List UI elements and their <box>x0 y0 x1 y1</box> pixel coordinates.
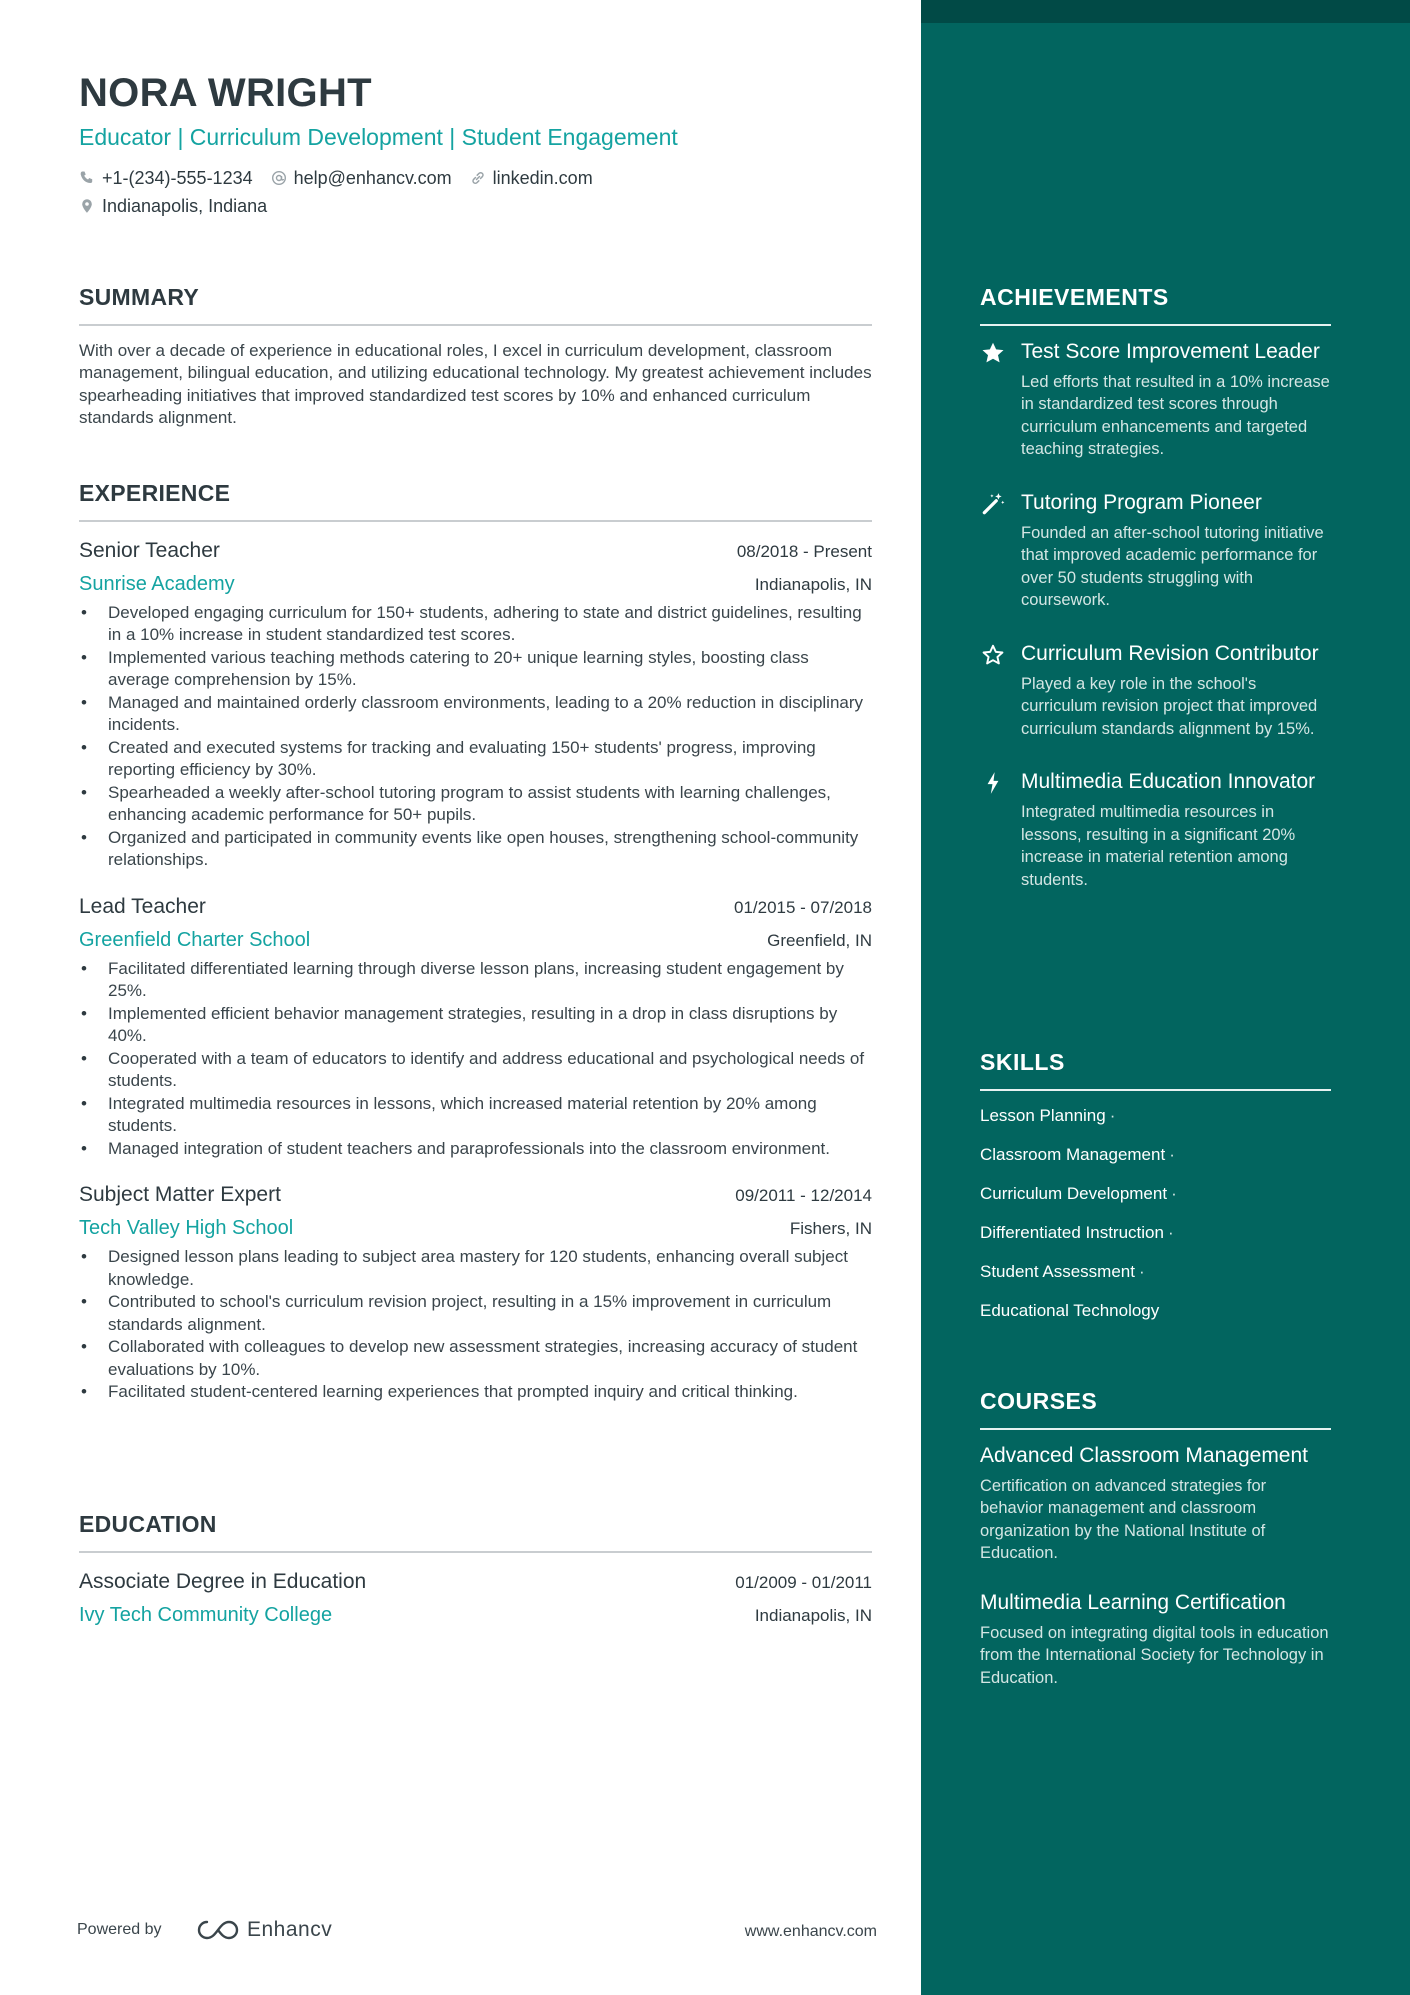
link-icon <box>470 170 486 186</box>
skill-separator: · <box>1167 1222 1174 1242</box>
education-date: 01/2009 - 01/2011 <box>735 1572 872 1592</box>
phone-text: +1-(234)-555-1234 <box>102 168 253 188</box>
contact-location <box>79 192 267 220</box>
bullet-item: • Collaborated with colleagues to develop new assessment strategies, increasing accuracy of student evaluations by 10%. <box>79 1336 872 1381</box>
job-header-row <box>79 1180 872 1210</box>
lightning-icon <box>980 770 1006 796</box>
skills-list <box>980 1105 1331 1339</box>
job-bullets <box>79 602 872 872</box>
school-name: Ivy Tech Community College <box>79 1603 333 1626</box>
website-link[interactable]: www.enhancv.com <box>744 1923 877 1940</box>
education-entry <box>79 1567 872 1629</box>
bullet-item: • Spearheaded a weekly after-school tutoring program to assist students with learning challenges, enhancing academic performance for 50+ pupils. <box>79 782 872 827</box>
star-filled-icon <box>980 340 1006 366</box>
skill-item <box>980 1222 1331 1261</box>
bullet-item: • Managed and maintained orderly classroom environments, leading to a 20% reduction in disciplinary incidents. <box>79 692 872 737</box>
bullet-item: • Contributed to school's curriculum revision project, resulting in a 15% improvement in curriculum standards alignment. <box>79 1291 872 1336</box>
education-section <box>79 1511 872 1629</box>
education-header-row <box>79 1567 872 1597</box>
school-location: Indianapolis, IN <box>754 1605 872 1625</box>
job-title: Lead Teacher <box>79 894 206 918</box>
skill-item <box>980 1300 1331 1339</box>
achievement-item <box>980 338 1331 461</box>
achievement-desc: Integrated multimedia resources in lessons, resulting in a significant 20% increase in material retention among students. <box>1021 803 1296 889</box>
job-company-row <box>79 1210 872 1242</box>
summary-section <box>79 284 872 430</box>
bullet-item: • Designed lesson plans leading to subject area mastery for 120 students, enhancing overall subject knowledge. <box>79 1246 872 1291</box>
skill-label: Differentiated Instruction <box>980 1222 1164 1242</box>
linkedin-text: linkedin.com <box>492 168 593 188</box>
job-location: Fishers, IN <box>789 1219 872 1239</box>
bullet-item: • Implemented efficient behavior management strategies, resulting in a drop in class disruptions by 40%. <box>79 1003 872 1048</box>
footer <box>77 1917 877 1947</box>
achievement-title: Test Score Improvement Leader <box>1021 339 1320 363</box>
job-company-row <box>79 922 872 954</box>
course-desc: Certification on advanced strategies for behavior management and classroom organization by the National Institute of Education. <box>980 1476 1267 1563</box>
job-entry <box>79 1180 872 1404</box>
skills-section <box>980 1049 1331 1339</box>
bullet-item: • Developed engaging curriculum for 150+ students, adhering to state and district guidelines, resulting in a 10% increase in student standardized test scores. <box>79 602 872 647</box>
job-company: Tech Valley High School <box>79 1217 294 1240</box>
course-desc: Focused on integrating digital tools in education from the International Society for Technology in Education. <box>980 1623 1329 1687</box>
job-bullets <box>79 958 872 1161</box>
achievement-item <box>980 489 1331 612</box>
contact-row-1 <box>79 164 879 192</box>
candidate-name: NORA WRIGHT <box>79 71 372 115</box>
star-outline-icon <box>980 642 1006 668</box>
job-date: 09/2011 - 12/2014 <box>735 1186 872 1206</box>
enhancv-logo-icon <box>195 1917 241 1943</box>
magic-wand-icon <box>980 491 1006 517</box>
bullet-item: • Cooperated with a team of educators to identify and address educational and psychological needs of students. <box>79 1048 872 1093</box>
enhancv-logo[interactable] <box>195 1917 332 1943</box>
candidate-tagline: Educator | Curriculum Development | Student Engagement <box>79 124 678 150</box>
contact-row-2 <box>79 192 879 220</box>
achievement-item <box>980 640 1331 741</box>
job-location: Indianapolis, IN <box>754 574 872 594</box>
skill-label: Lesson Planning <box>980 1105 1106 1125</box>
achievement-title: Curriculum Revision Contributor <box>1021 641 1319 665</box>
contact-phone[interactable] <box>79 164 253 192</box>
job-date: 01/2015 - 07/2018 <box>733 897 872 917</box>
sidebar-top-bar <box>921 0 1410 23</box>
job-header-row <box>79 892 872 922</box>
skill-separator: · <box>1138 1261 1145 1281</box>
sidebar <box>921 0 1410 1995</box>
bullet-item: • Created and executed systems for tracking and evaluating 150+ students' progress, improving reporting efficiency by 30%. <box>79 737 872 782</box>
education-heading: EDUCATION <box>79 1511 872 1553</box>
job-date: 08/2018 - Present <box>736 541 872 561</box>
job-header-row <box>79 536 872 566</box>
skill-separator: · <box>1171 1183 1177 1203</box>
course-item <box>980 1442 1331 1565</box>
education-school-row <box>79 1597 872 1629</box>
courses-list <box>980 1442 1331 1690</box>
location-text: Indianapolis, Indiana <box>102 196 268 216</box>
achievement-desc: Played a key role in the school's curriculum revision project that improved curriculum standards alignment by 15%. <box>1021 674 1318 738</box>
skill-item <box>980 1105 1331 1144</box>
course-title: Multimedia Learning Certification <box>980 1590 1286 1614</box>
bullet-item: • Organized and participated in community events like open houses, strengthening school-community relationships. <box>79 827 872 872</box>
courses-heading: COURSES <box>980 1388 1331 1430</box>
location-pin-icon <box>79 198 95 214</box>
bullet-item: • Managed integration of student teachers and paraprofessionals into the classroom environment. <box>79 1138 872 1161</box>
skills-heading: SKILLS <box>980 1049 1331 1091</box>
contact-email[interactable] <box>271 164 452 192</box>
resume-header <box>79 68 879 220</box>
bullet-item: • Implemented various teaching methods catering to 20+ unique learning styles, boosting class average comprehension by 15%. <box>79 647 872 692</box>
skill-label: Student Assessment <box>980 1261 1135 1281</box>
skill-label: Educational Technology <box>980 1300 1160 1320</box>
achievements-section <box>980 284 1331 919</box>
achievement-desc: Founded an after-school tutoring initiative that improved academic performance for over 50 students struggling with coursework. <box>1021 523 1324 610</box>
experience-heading: EXPERIENCE <box>79 480 872 522</box>
achievements-list <box>980 338 1331 892</box>
courses-section <box>980 1388 1331 1713</box>
skill-item <box>980 1183 1331 1222</box>
bullet-item: • Facilitated differentiated learning through diverse lesson plans, increasing student engagement by 25%. <box>79 958 872 1003</box>
bullet-item: • Facilitated student-centered learning experiences that prompted inquiry and critical thinking. <box>79 1381 872 1404</box>
course-item <box>980 1589 1331 1690</box>
contact-info <box>79 164 879 220</box>
phone-icon <box>79 170 95 186</box>
contact-linkedin[interactable] <box>470 164 593 192</box>
at-icon <box>271 170 287 186</box>
course-title: Advanced Classroom Management <box>980 1443 1309 1467</box>
bullet-item: • Integrated multimedia resources in lessons, which increased material retention by 20% among students. <box>79 1093 872 1138</box>
job-entry <box>79 536 872 872</box>
job-company: Sunrise Academy <box>79 572 235 595</box>
job-title: Senior Teacher <box>79 538 220 562</box>
skill-label: Curriculum Development <box>980 1183 1168 1203</box>
achievement-title: Tutoring Program Pioneer <box>1021 490 1262 514</box>
job-company-row <box>79 566 872 598</box>
achievement-title: Multimedia Education Innovator <box>1021 770 1316 794</box>
powered-by-label: Powered by <box>77 1921 162 1938</box>
summary-heading: SUMMARY <box>79 284 872 326</box>
job-entry <box>79 892 872 1161</box>
summary-text: With over a decade of experience in educational roles, I excel in curriculum development, classroom management, bilingual education, and utilizing educational technology. My greatest achievement includes spearheading initiatives that improved standardized test scores by 10% and enhanced curriculum standards alignment. <box>79 340 872 428</box>
skill-item <box>980 1261 1331 1300</box>
email-text: help@enhancv.com <box>293 168 452 188</box>
skill-label: Classroom Management <box>980 1144 1166 1164</box>
skill-separator: · <box>1169 1144 1175 1164</box>
skill-separator: · <box>1109 1105 1116 1125</box>
job-bullets <box>79 1246 872 1404</box>
job-company: Greenfield Charter School <box>79 928 311 951</box>
skill-item <box>980 1144 1331 1183</box>
achievement-desc: Led efforts that resulted in a 10% increase in standardized test scores through curriculum enhancements and targeted teaching strategies. <box>1021 372 1330 459</box>
achievement-item <box>980 768 1331 891</box>
enhancv-brand-name: Enhancv <box>247 1918 333 1941</box>
degree-title: Associate Degree in Education <box>79 1569 367 1593</box>
job-title: Subject Matter Expert <box>79 1183 281 1207</box>
experience-section <box>79 480 872 1404</box>
job-location: Greenfield, IN <box>767 930 872 950</box>
achievements-heading: ACHIEVEMENTS <box>980 284 1331 326</box>
